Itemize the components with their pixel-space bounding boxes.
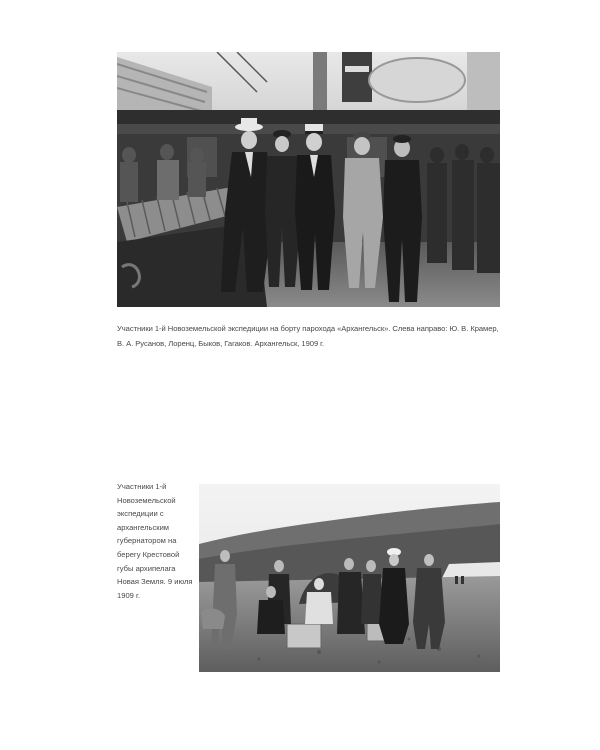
shore-group-photo [199, 484, 500, 672]
photo-caption-ship: Участники 1-й Новоземельской экспедиции на борту парохода «Архангельск». Слева направо: Ю. В. Крамер, В. А. Русанов, Лоренц, Быков, Гагаков. Архангельск, 1909 г. [117, 324, 499, 348]
ship-deck-group-photo [117, 52, 500, 307]
shore-photo-illustration [199, 484, 500, 672]
ship-deck-photo-illustration [117, 52, 500, 307]
photo-caption-shore: Участники 1-й Новоземельской экспедиции с архангельским губернатором на берегу Крестовой губы архипелага Новая Земля. 9 июля 1909 г. [117, 482, 193, 600]
